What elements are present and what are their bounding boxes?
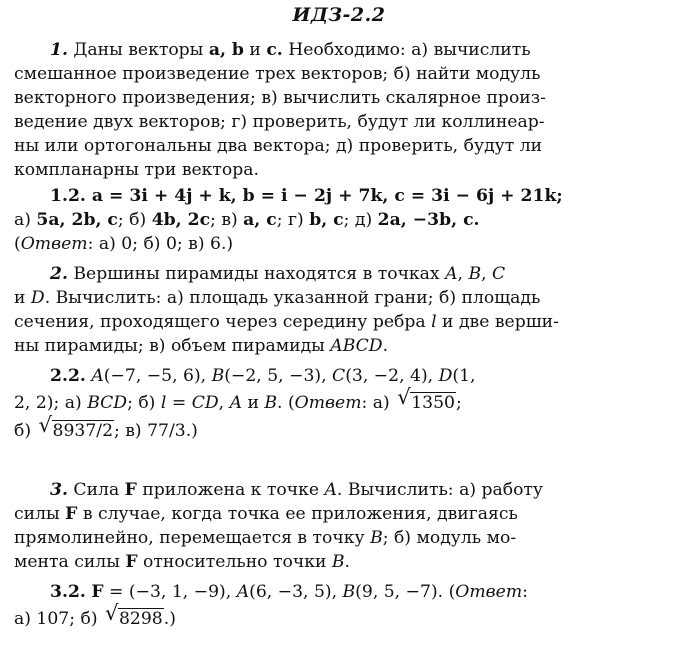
problem-2-statement — [14, 262, 666, 358]
text: прямолинейно, перемещается в точку — [14, 528, 371, 548]
coordinates: (−2, 5, −3), — [224, 366, 333, 386]
answer-label: Ответ — [455, 582, 523, 602]
radical-sign: √ — [397, 385, 411, 409]
answer-line — [14, 232, 666, 256]
vector-set: a, c — [243, 210, 277, 230]
text-line — [14, 478, 666, 502]
edge-name: l — [160, 393, 167, 413]
text-line: компланарны три вектора. — [14, 160, 259, 180]
problem-number: 1. — [50, 40, 68, 60]
text: ; б) — [117, 210, 152, 230]
point-name: D — [30, 288, 45, 308]
text: Необходимо: а) вычислить — [282, 40, 531, 60]
radicand: 1350 — [411, 393, 455, 413]
text: ; в) 77/3.) — [114, 421, 198, 441]
text-line — [14, 262, 666, 286]
text-line — [14, 286, 666, 310]
vector-names: a, b — [208, 40, 244, 60]
point-name: B — [370, 528, 383, 548]
square-root — [397, 385, 456, 418]
problem-number: 2.2. — [50, 366, 86, 386]
vector-set: 5a, 2b, c — [36, 210, 118, 230]
coordinates: (1, — [452, 366, 476, 386]
coordinates: (6, −3, 5), — [249, 582, 343, 602]
vector-name: c. — [266, 40, 283, 60]
radical-sign: √ — [105, 601, 119, 625]
force-name: F — [125, 552, 138, 572]
text: приложена к точке — [136, 480, 325, 500]
text-line — [14, 208, 666, 232]
face-name: BCD — [87, 393, 128, 413]
text: и две верши- — [436, 312, 559, 332]
point-name: B — [211, 366, 225, 386]
text: ; б) — [127, 393, 161, 413]
text-line: смешанное произведение трех векторов; б) найти модуль — [14, 64, 541, 84]
text-line: ведение двух векторов; г) проверить, будут ли коллинеар- — [14, 112, 545, 132]
text: ; б) модуль мо- — [382, 528, 517, 548]
point-name: B — [264, 393, 278, 413]
text-line — [14, 310, 666, 334]
pyramid-name: ABCD — [330, 336, 383, 356]
text: б) — [14, 421, 37, 441]
text: сечения, проходящего через середину ребра — [14, 312, 432, 332]
vector-set: 4b, 2c — [151, 210, 211, 230]
problem-number: 3.2. — [50, 582, 86, 602]
text: Даны векторы — [67, 40, 209, 60]
text-line — [14, 550, 666, 574]
coordinates: (9, 5, −7). ( — [355, 582, 456, 602]
text-line — [14, 526, 666, 550]
text: : а) — [361, 393, 396, 413]
problem-number: 3. — [50, 480, 68, 500]
point-name: C — [492, 264, 506, 284]
radical-sign: √ — [38, 413, 52, 437]
problem-2-2-data — [14, 364, 666, 444]
text: . ( — [277, 393, 295, 413]
text-line — [14, 385, 666, 416]
text: а) — [14, 210, 37, 230]
text-line: векторного произведения; в) вычислить скалярное произ- — [14, 88, 546, 108]
text-line: ны или ортогональны два вектора; д) проверить, будут ли — [14, 136, 543, 156]
page-title: ИДЗ-2.2 — [292, 4, 386, 26]
text: Вершины пирамиды находятся в точках — [67, 264, 446, 284]
text-line: 1.2. a = 3i + 4j + k, b = i − 2j + 7k, c = 3i − 6j + 21k; — [50, 186, 563, 206]
point-name: B — [342, 582, 356, 602]
text: и — [241, 393, 265, 413]
text: ; д) — [343, 210, 378, 230]
text-line — [14, 502, 666, 526]
coordinates: (3, −2, 4), — [345, 366, 439, 386]
text: , — [481, 264, 493, 284]
vector-set: 2a, −3b, c. — [377, 210, 480, 230]
vector-set: b, c — [309, 210, 344, 230]
problem-3-2-data — [14, 580, 666, 632]
force-name: F — [124, 480, 137, 500]
problem-number: 2. — [50, 264, 68, 284]
text: ( — [14, 234, 21, 254]
square-root — [105, 601, 164, 634]
text-line — [14, 38, 666, 62]
force-name: F — [65, 504, 78, 524]
point-name: A — [324, 480, 337, 500]
text-line — [14, 334, 666, 358]
text: : а) 0; б) 0; в) 6.) — [87, 234, 234, 254]
answer-label: Ответ — [294, 393, 362, 413]
text: . — [344, 552, 350, 572]
coordinates: (−7, −5, 6), — [103, 366, 212, 386]
point-name: A — [91, 366, 104, 386]
problem-1-statement — [14, 38, 666, 182]
point-name: D — [438, 366, 453, 386]
radicand: 8937/2 — [52, 421, 113, 441]
text: силы — [14, 504, 66, 524]
text-line — [14, 364, 666, 388]
text: и — [14, 288, 31, 308]
problem-3-statement — [14, 478, 666, 574]
point-name: B — [331, 552, 345, 572]
answer-label: Ответ — [20, 234, 88, 254]
text: .) — [163, 609, 176, 629]
text-line — [14, 601, 666, 632]
coordinates: = (−3, 1, −9), — [103, 582, 237, 602]
text: относительно точки — [137, 552, 332, 572]
point-name: A — [229, 393, 242, 413]
edge-name: l — [431, 312, 437, 332]
text: ; — [455, 393, 462, 413]
text: мента силы — [14, 552, 126, 572]
force-name: F — [91, 582, 104, 602]
text: ; г) — [276, 210, 310, 230]
text: = — [166, 393, 192, 413]
text-line — [14, 413, 666, 444]
text: а) 107; б) — [14, 609, 103, 629]
text: , — [218, 393, 230, 413]
point-name: B — [468, 264, 482, 284]
text: . Вычислить: а) работу — [336, 480, 544, 500]
text: 2, 2); а) — [14, 393, 88, 413]
text: ; в) — [210, 210, 244, 230]
text: и — [243, 40, 267, 60]
text: ны пирамиды; в) объем пирамиды — [14, 336, 331, 356]
edge-name: CD — [191, 393, 219, 413]
square-root — [38, 413, 114, 446]
text: : — [522, 582, 528, 602]
text: в случае, когда точка ее приложения, двигаясь — [77, 504, 518, 524]
radicand: 8298 — [119, 609, 163, 629]
point-name: A — [236, 582, 250, 602]
text: . Вычислить: а) площадь указанной грани; б) площадь — [44, 288, 541, 308]
text: . — [382, 336, 389, 356]
problem-1-2-data — [14, 184, 666, 256]
text: , — [457, 264, 469, 284]
point-name: A — [445, 264, 458, 284]
text: Сила — [67, 480, 125, 500]
point-name: C — [332, 366, 346, 386]
